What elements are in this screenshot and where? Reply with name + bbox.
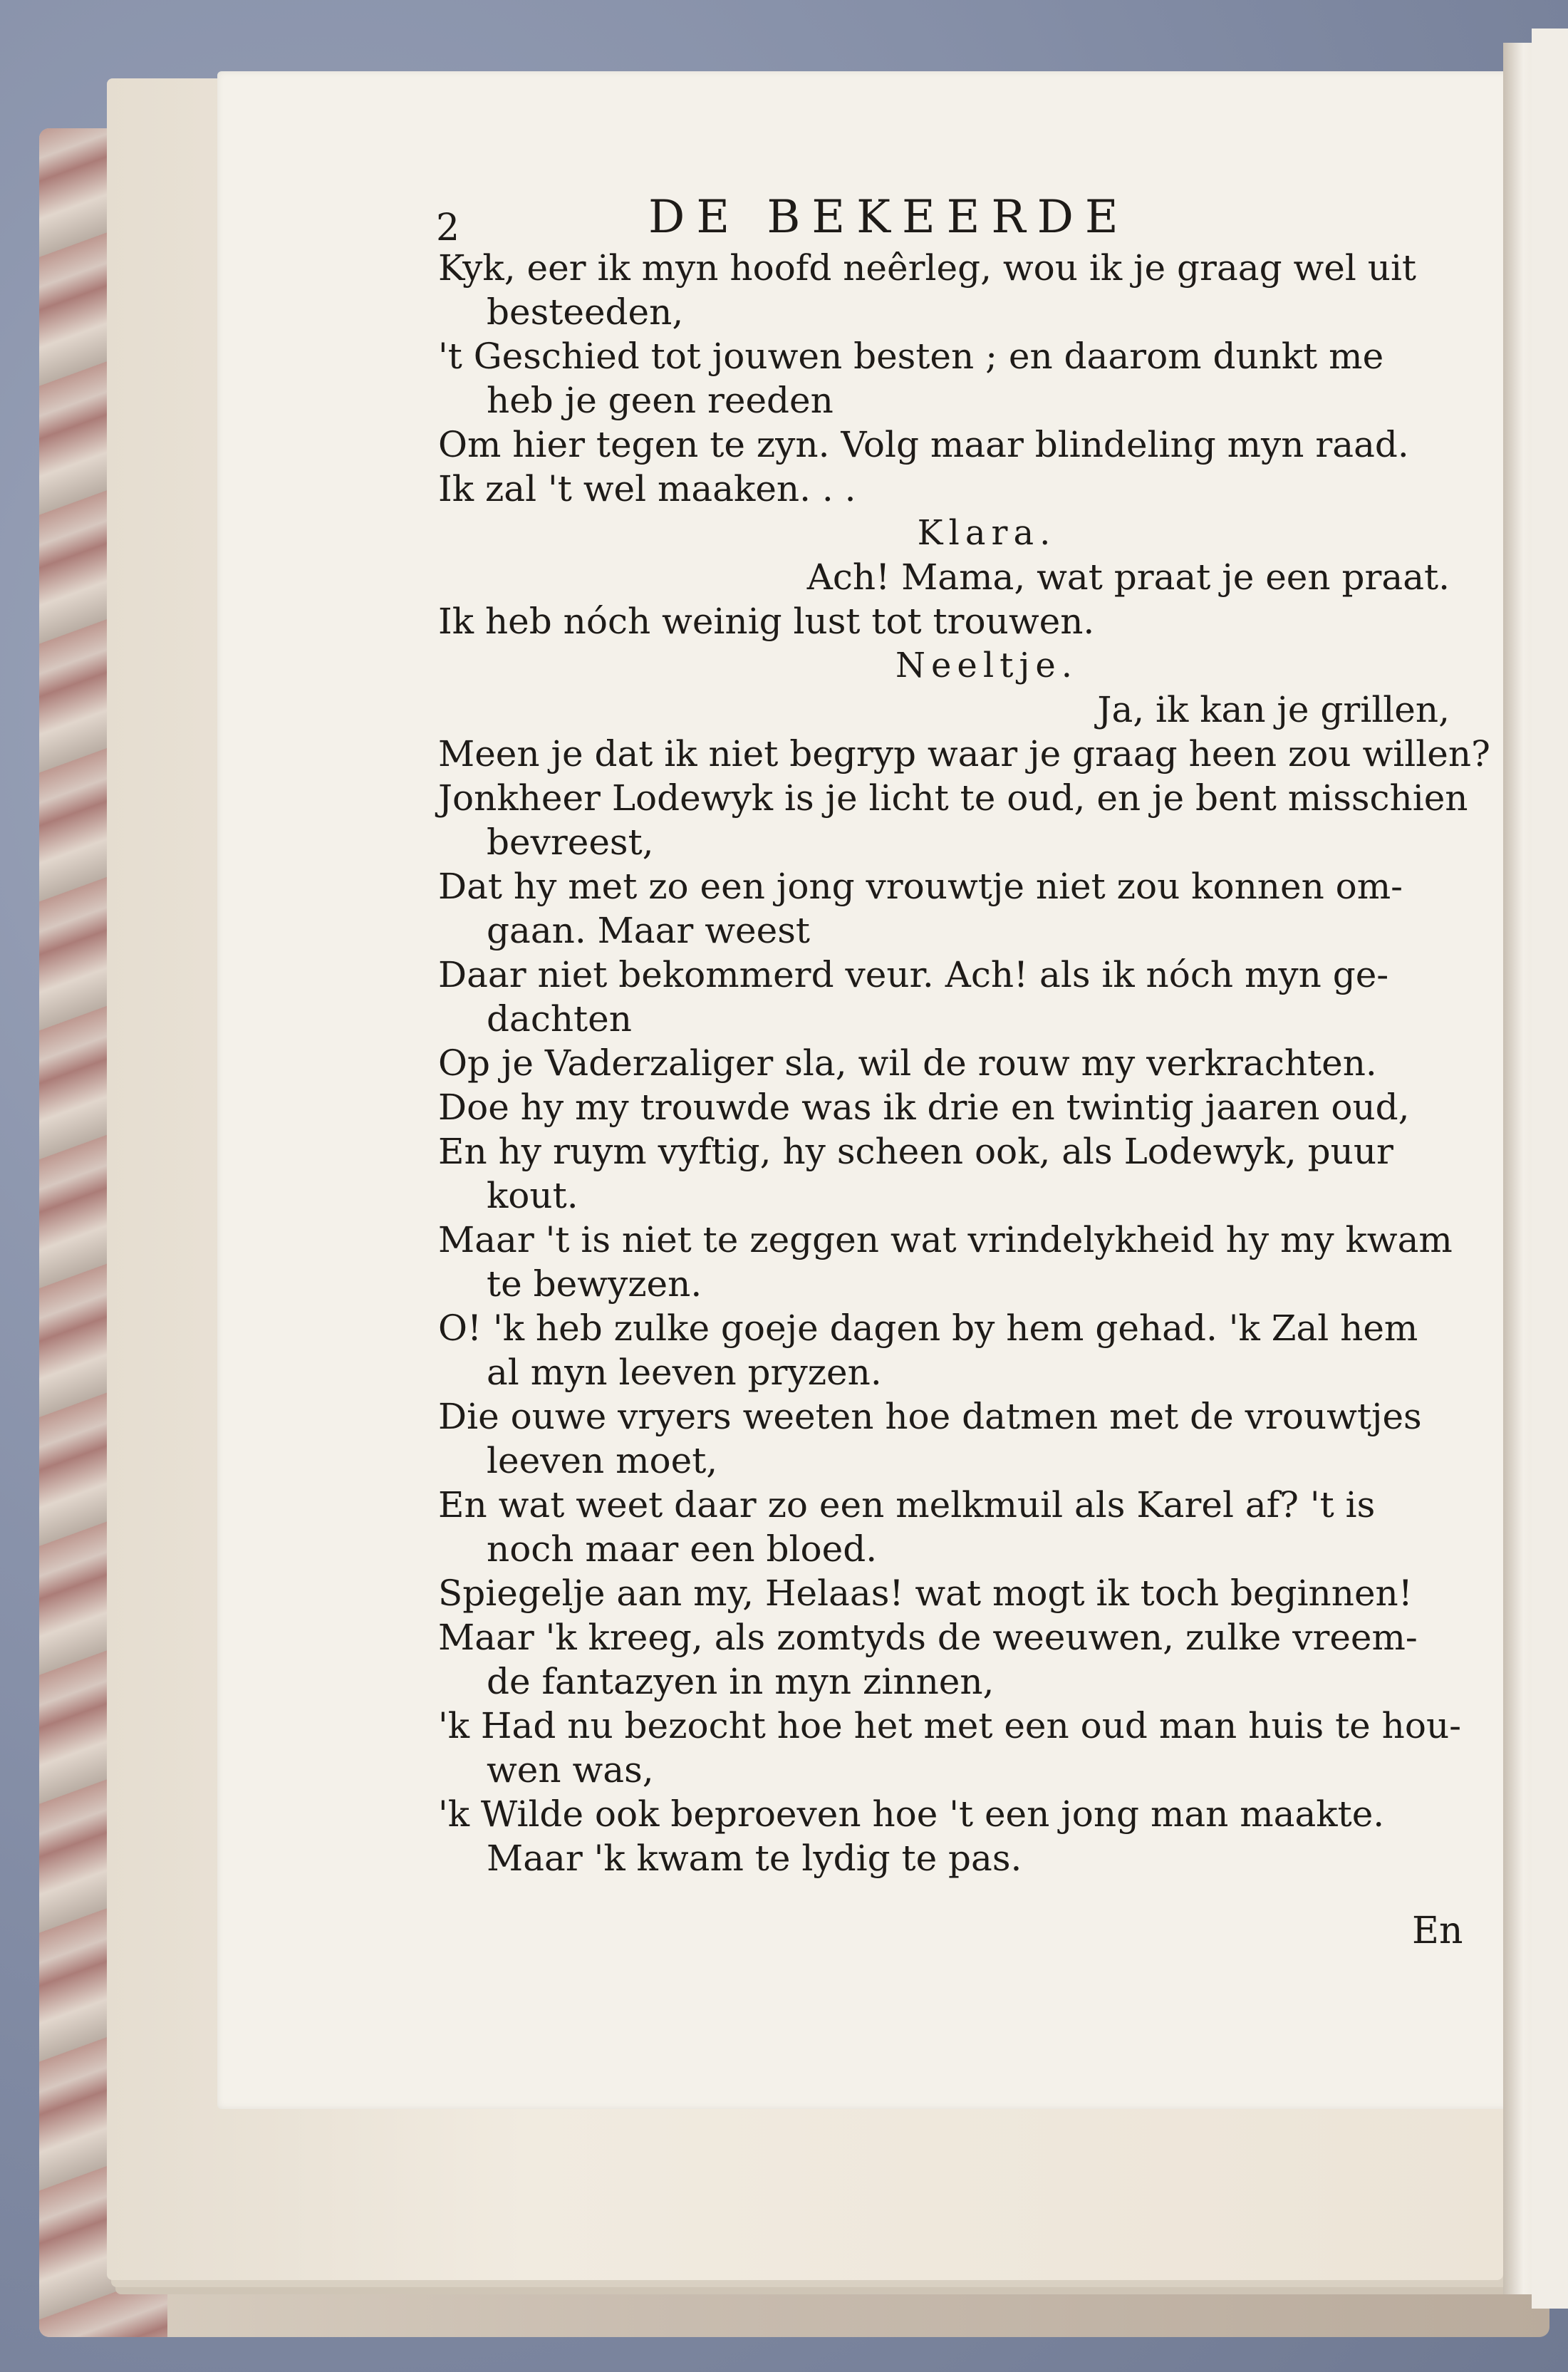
catchword: En <box>1412 1910 1463 1952</box>
speaker-name: Klara. <box>917 513 1056 553</box>
text-line: kout. <box>487 1175 578 1216</box>
text-line: besteeden, <box>487 291 684 333</box>
text-line: Maar 'k kreeg, als zomtyds de weeuwen, zulke vreem- <box>438 1617 1418 1658</box>
text-line: Daar niet bekommerd veur. Ach! als ik nóch myn ge- <box>438 954 1389 995</box>
facing-page-edge <box>1532 29 1568 2309</box>
text-line: 't Geschied tot jouwen besten ; en daarom dunkt me <box>438 336 1384 377</box>
page-text <box>438 246 1490 1880</box>
text-line: de fantazyen in myn zinnen, <box>487 1661 995 1702</box>
text-line: Spiegelje aan my, Helaas! wat mogt ik toch beginnen! <box>438 1573 1413 1614</box>
text-line: Kyk, eer ik myn hoofd neêrleg, wou ik je graag wel uit <box>438 247 1417 289</box>
text-line: dachten <box>487 998 632 1040</box>
text-line: Ik zal 't wel maaken. . . <box>438 468 856 509</box>
text-line: Ach! Mama, wat praat je een praat. <box>806 556 1450 598</box>
text-line: Meen je dat ik niet begryp waar je graag heen zou willen? <box>438 733 1490 775</box>
text-line: Doe hy my trouwde was ik drie en twintig jaaren oud, <box>438 1087 1410 1128</box>
text-line: En wat weet daar zo een melkmuil als Karel af? 't is <box>438 1484 1376 1526</box>
text-line: Op je Vaderzaliger sla, wil de rouw my verkrachten. <box>438 1042 1377 1084</box>
text-line: leeven moet, <box>487 1440 718 1481</box>
text-line: Ja, ik kan je grillen, <box>1097 689 1450 730</box>
page-number: 2 <box>436 207 460 249</box>
text-line: wen was, <box>487 1749 654 1791</box>
text-line: Om hier tegen te zyn. Volg maar blindeling myn raad. <box>438 424 1409 465</box>
text-line: Dat hy met zo een jong vrouwtje niet zou konnen om- <box>438 866 1403 907</box>
text-line: gaan. Maar weest <box>487 910 810 951</box>
text-line: 'k Had nu bezocht hoe het met een oud man huis te hou- <box>438 1705 1462 1746</box>
running-title: DE BEKEERDE <box>648 191 1130 244</box>
text-line: te bewyzen. <box>487 1263 702 1305</box>
text-line: bevreest, <box>487 822 654 863</box>
speaker-name: Neeltje. <box>895 646 1078 685</box>
text-line: Jonkheer Lodewyk is je licht te oud, en je bent misschien <box>438 777 1468 819</box>
text-line: Maar 'k kwam te lydig te pas. <box>487 1838 1022 1879</box>
text-line: O! 'k heb zulke goeje dagen by hem gehad. 'k Zal hem <box>438 1307 1418 1349</box>
text-line: heb je geen reeden <box>487 380 834 421</box>
text-line: Ik heb nóch weinig lust tot trouwen. <box>438 601 1095 642</box>
text-line: 'k Wilde ook beproeven hoe 't een jong man maakte. <box>438 1793 1385 1835</box>
text-line: Die ouwe vryers weeten hoe datmen met de vrouwtjes <box>438 1396 1422 1437</box>
text-line: noch maar een bloed. <box>487 1528 878 1570</box>
text-line: En hy ruym vyftig, hy scheen ook, als Lodewyk, puur <box>438 1131 1393 1172</box>
text-line: al myn leeven pryzen. <box>487 1352 882 1393</box>
text-line: Maar 't is niet te zeggen wat vrindelykheid hy my kwam <box>438 1219 1453 1260</box>
